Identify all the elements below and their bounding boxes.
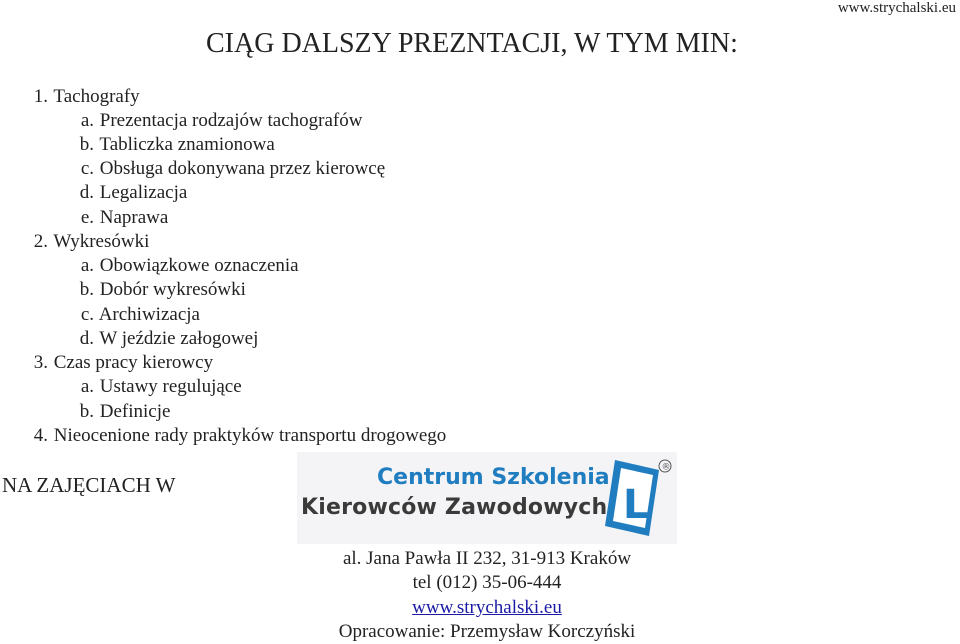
list-item: e. Naprawa bbox=[80, 207, 169, 228]
page-title: CIĄG DALSZY PREZNTACJI, W TYM MIN: bbox=[206, 28, 738, 59]
list-item: b. Definicje bbox=[79, 401, 171, 422]
list-item: b. Dobór wykresówki bbox=[79, 279, 246, 300]
contact-address: al. Jana Pawła II 232, 31-913 Kraków bbox=[342, 548, 632, 569]
author-credit: Opracowanie: Przemysław Korczyński bbox=[338, 621, 636, 642]
logo-emblem-letter: L bbox=[623, 482, 649, 528]
logo-line-1: Centrum Szkolenia bbox=[377, 465, 610, 490]
classes-label: NA ZAJĘCIACH W bbox=[2, 473, 176, 497]
school-logo bbox=[297, 452, 677, 544]
list-item: c. Archiwizacja bbox=[80, 304, 200, 325]
list-item: 2. Wykresówki bbox=[33, 231, 150, 252]
list-item: a. Obowiązkowe oznaczenia bbox=[80, 255, 299, 276]
list-item: 4. Nieocenione rady praktyków transportu drogowego bbox=[33, 425, 447, 446]
list-item: c. Obsługa dokonywana przez kierowcę bbox=[80, 158, 386, 179]
contact-website-link[interactable]: www.strychalski.eu bbox=[412, 597, 562, 618]
list-item: 1. Tachografy bbox=[33, 86, 140, 107]
list-item: d. Legalizacja bbox=[79, 182, 188, 203]
list-item: d. W jeździe załogowej bbox=[79, 328, 259, 349]
logo-line-2: Kierowców Zawodowych bbox=[301, 495, 608, 520]
list-item: 3. Czas pracy kierowcy bbox=[33, 352, 214, 373]
logo-emblem-icon bbox=[597, 452, 677, 544]
site-url[interactable]: www.strychalski.eu bbox=[837, 0, 956, 16]
registered-mark: ® bbox=[661, 462, 671, 473]
contact-phone: tel (012) 35-06-444 bbox=[412, 572, 562, 593]
list-item: a. Ustawy regulujące bbox=[80, 376, 242, 397]
list-item: a. Prezentacja rodzajów tachografów bbox=[80, 110, 363, 131]
list-item: b. Tabliczka znamionowa bbox=[79, 134, 275, 155]
